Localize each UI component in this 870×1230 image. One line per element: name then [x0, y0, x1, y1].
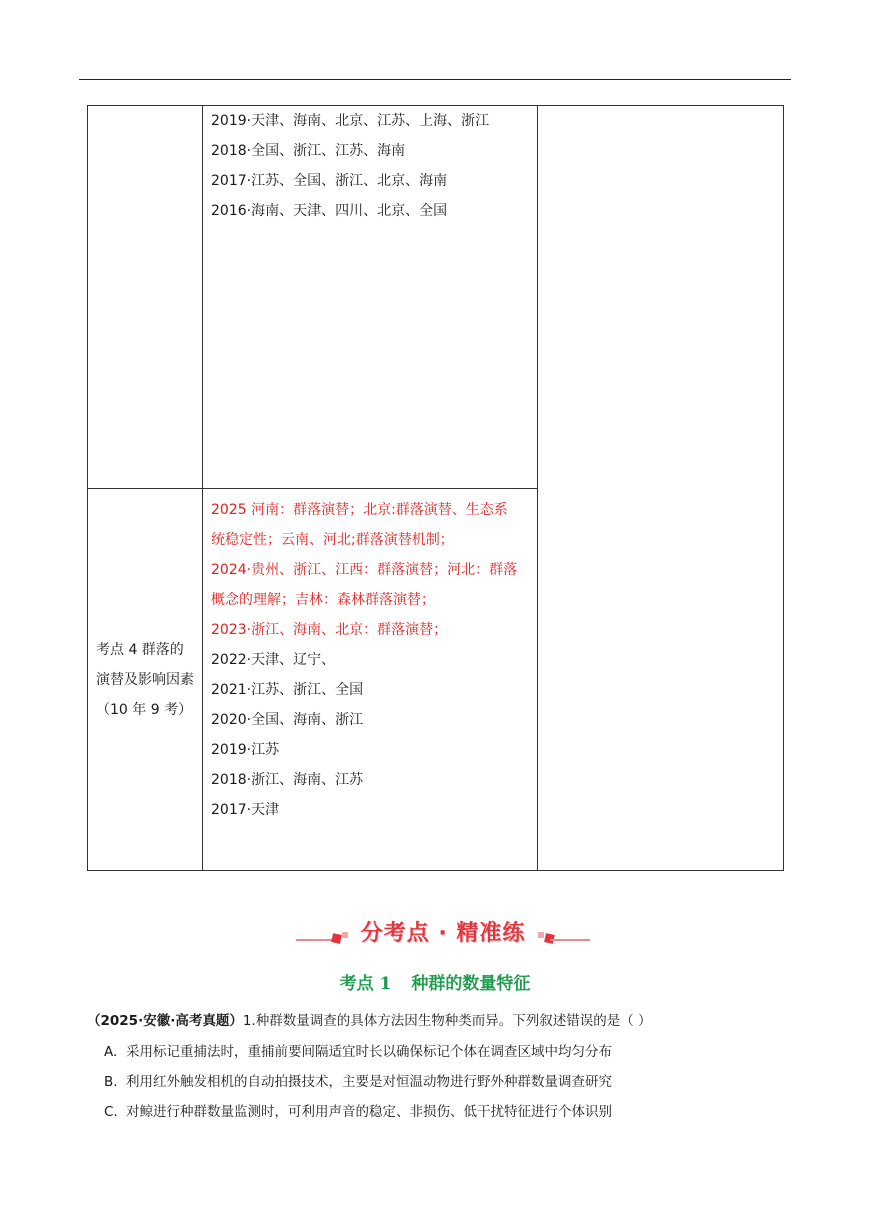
year-line: 2017·江苏、全国、浙江、北京、海南 [211, 173, 448, 189]
highlighted-year-line: 概念的理解；吉林：森林群落演替； [211, 592, 435, 608]
year-line: 2017·天津 [211, 802, 280, 818]
year-line: 2019·天津、海南、北京、江苏、上海、浙江 [211, 113, 490, 129]
section-title: 种群的数量特征 [411, 974, 531, 994]
section-label: 考点 1 [339, 974, 392, 994]
year-line: 2021·江苏、浙江、全国 [211, 682, 364, 698]
year-line: 2022·天津、辽宁、 [211, 652, 336, 668]
highlighted-year-line: 统稳定性；云南、河北;群落演替机制； [211, 532, 454, 548]
year-line: 2016·海南、天津、四川、北京、全国 [211, 203, 448, 219]
option-text: 采用标记重捕法时，重捕前要间隔适宜时长以确保标记个体在调查区域中均匀分布 [126, 1044, 612, 1060]
years-cell [203, 106, 538, 489]
year-line: 2018·全国、浙江、江苏、海南 [211, 143, 406, 159]
exam-stats-table [87, 105, 784, 871]
banner-square-icon [331, 933, 342, 944]
option-text: 对鲸进行种群数量监测时，可利用声音的稳定、非损伤、低干扰特征进行个体识别 [126, 1104, 612, 1120]
banner-square-icon [538, 932, 544, 938]
header-rule [79, 79, 791, 80]
option-key: A. [104, 1044, 118, 1060]
question-source: （2025·安徽·高考真题） [87, 1013, 243, 1029]
option-text: 利用红外触发相机的自动拍摄技术，主要是对恒温动物进行野外种群数量调查研究 [126, 1074, 612, 1090]
years-cell [203, 489, 538, 871]
year-line: 2019·江苏 [211, 742, 280, 758]
question-text: 1.种群数量调查的具体方法因生物种类而异。下列叙述错误的是（ ） [242, 1013, 652, 1029]
option-key: B. [104, 1074, 118, 1090]
table-row [88, 106, 784, 489]
highlighted-year-line: 2024·贵州、浙江、江西：群落演替；河北：群落 [211, 562, 518, 578]
option-b [104, 1070, 612, 1090]
option-c [104, 1100, 612, 1120]
kaodian-cell: 考点 4 群落的演替及影响因素（10 年 9 考） [88, 489, 203, 871]
section-banner [296, 912, 590, 956]
option-a [104, 1040, 612, 1060]
notes-cell [538, 106, 784, 871]
banner-title: 分考点 · 精准练 [360, 921, 526, 946]
kaodian-cell [88, 106, 203, 489]
banner-line-right [550, 939, 590, 941]
year-line: 2018·浙江、海南、江苏 [211, 772, 364, 788]
option-key: C. [104, 1104, 118, 1120]
year-line: 2020·全国、海南、浙江 [211, 712, 364, 728]
banner-line-left [296, 939, 336, 941]
highlighted-year-line: 2023·浙江、海南、北京：群落演替； [211, 622, 448, 638]
question-stem [87, 1009, 652, 1029]
section-heading [0, 969, 870, 994]
highlighted-year-line: 2025 河南：群落演替；北京:群落演替、生态系 [211, 502, 508, 518]
